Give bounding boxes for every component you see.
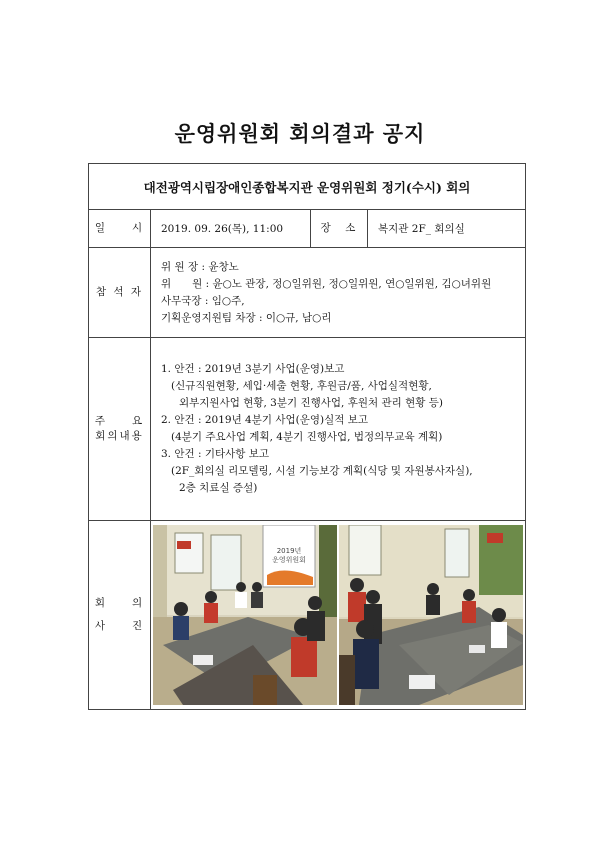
agenda-item-1: 1. 안건 : 2019년 3분기 사업(운영)보고 [161,363,345,375]
meeting-photo-1 [153,525,337,705]
attendees-label: 참 석 자 [89,248,151,338]
photo-label-line2: 사 진 [94,620,145,632]
meeting-header [89,164,526,210]
document-title: 운영위원회 회의결과 공지 [174,121,426,146]
meeting-photo-2 [339,525,523,705]
date-label: 일 시 [89,210,151,248]
date-value: 2019. 09. 26(목), 11:00 [151,210,311,248]
attendees-cell [151,248,526,338]
attendee-members: 위 원 : 윤○노 관장, 정○일위원, 정○일위원, 연○일위원, 김○녀위원 [161,277,492,290]
attendee-staff: 기획운영지원팀 차장 : 이○규, 남○리 [161,311,332,324]
agenda-detail: (4분기 주요사업 계획, 4분기 진행사업, 법정의무교육 계획) [171,431,443,443]
meeting-header-text: 대전광역시립장애인종합복지관 운영위원회 정기(수시) 회의 [143,179,471,195]
attendee-secretary: 사무국장 : 임○주, [161,294,245,307]
photos-cell [151,521,526,710]
agenda-detail: 2층 치료실 증설) [179,482,258,494]
agenda-detail: (신규직원현황, 세입·세출 현황, 후원금/품, 사업실적현황, [171,380,432,392]
content-label-line1: 주 요 [94,415,145,427]
screen-text: 운영위원회 [272,556,306,564]
agenda-item-2: 2. 안건 : 2019년 4분기 사업(운영)실적 보고 [161,414,369,426]
photo-label-line1: 회 의 [94,597,145,609]
place-label: 장 소 [311,210,368,248]
content-label-line2: 회의내용 [95,430,144,442]
agenda-detail: (2F_회의실 리모델링, 시설 기능보강 계획(식당 및 자원봉사자실), [171,465,473,477]
place-value: 복지관 2F_ 회의실 [368,210,526,248]
content-cell [151,338,526,521]
agenda-item-3: 3. 안건 : 기타사항 보고 [161,448,270,460]
agenda-detail: 외부지원사업 현황, 3분기 진행사업, 후원처 관리 현황 등) [179,397,443,409]
screen-text: 2019년 [276,547,302,555]
meeting-notice-table [88,163,526,710]
content-label [89,338,151,521]
attendee-chair: 위 원 장 : 윤창노 [161,260,239,273]
photo-label [89,521,151,710]
